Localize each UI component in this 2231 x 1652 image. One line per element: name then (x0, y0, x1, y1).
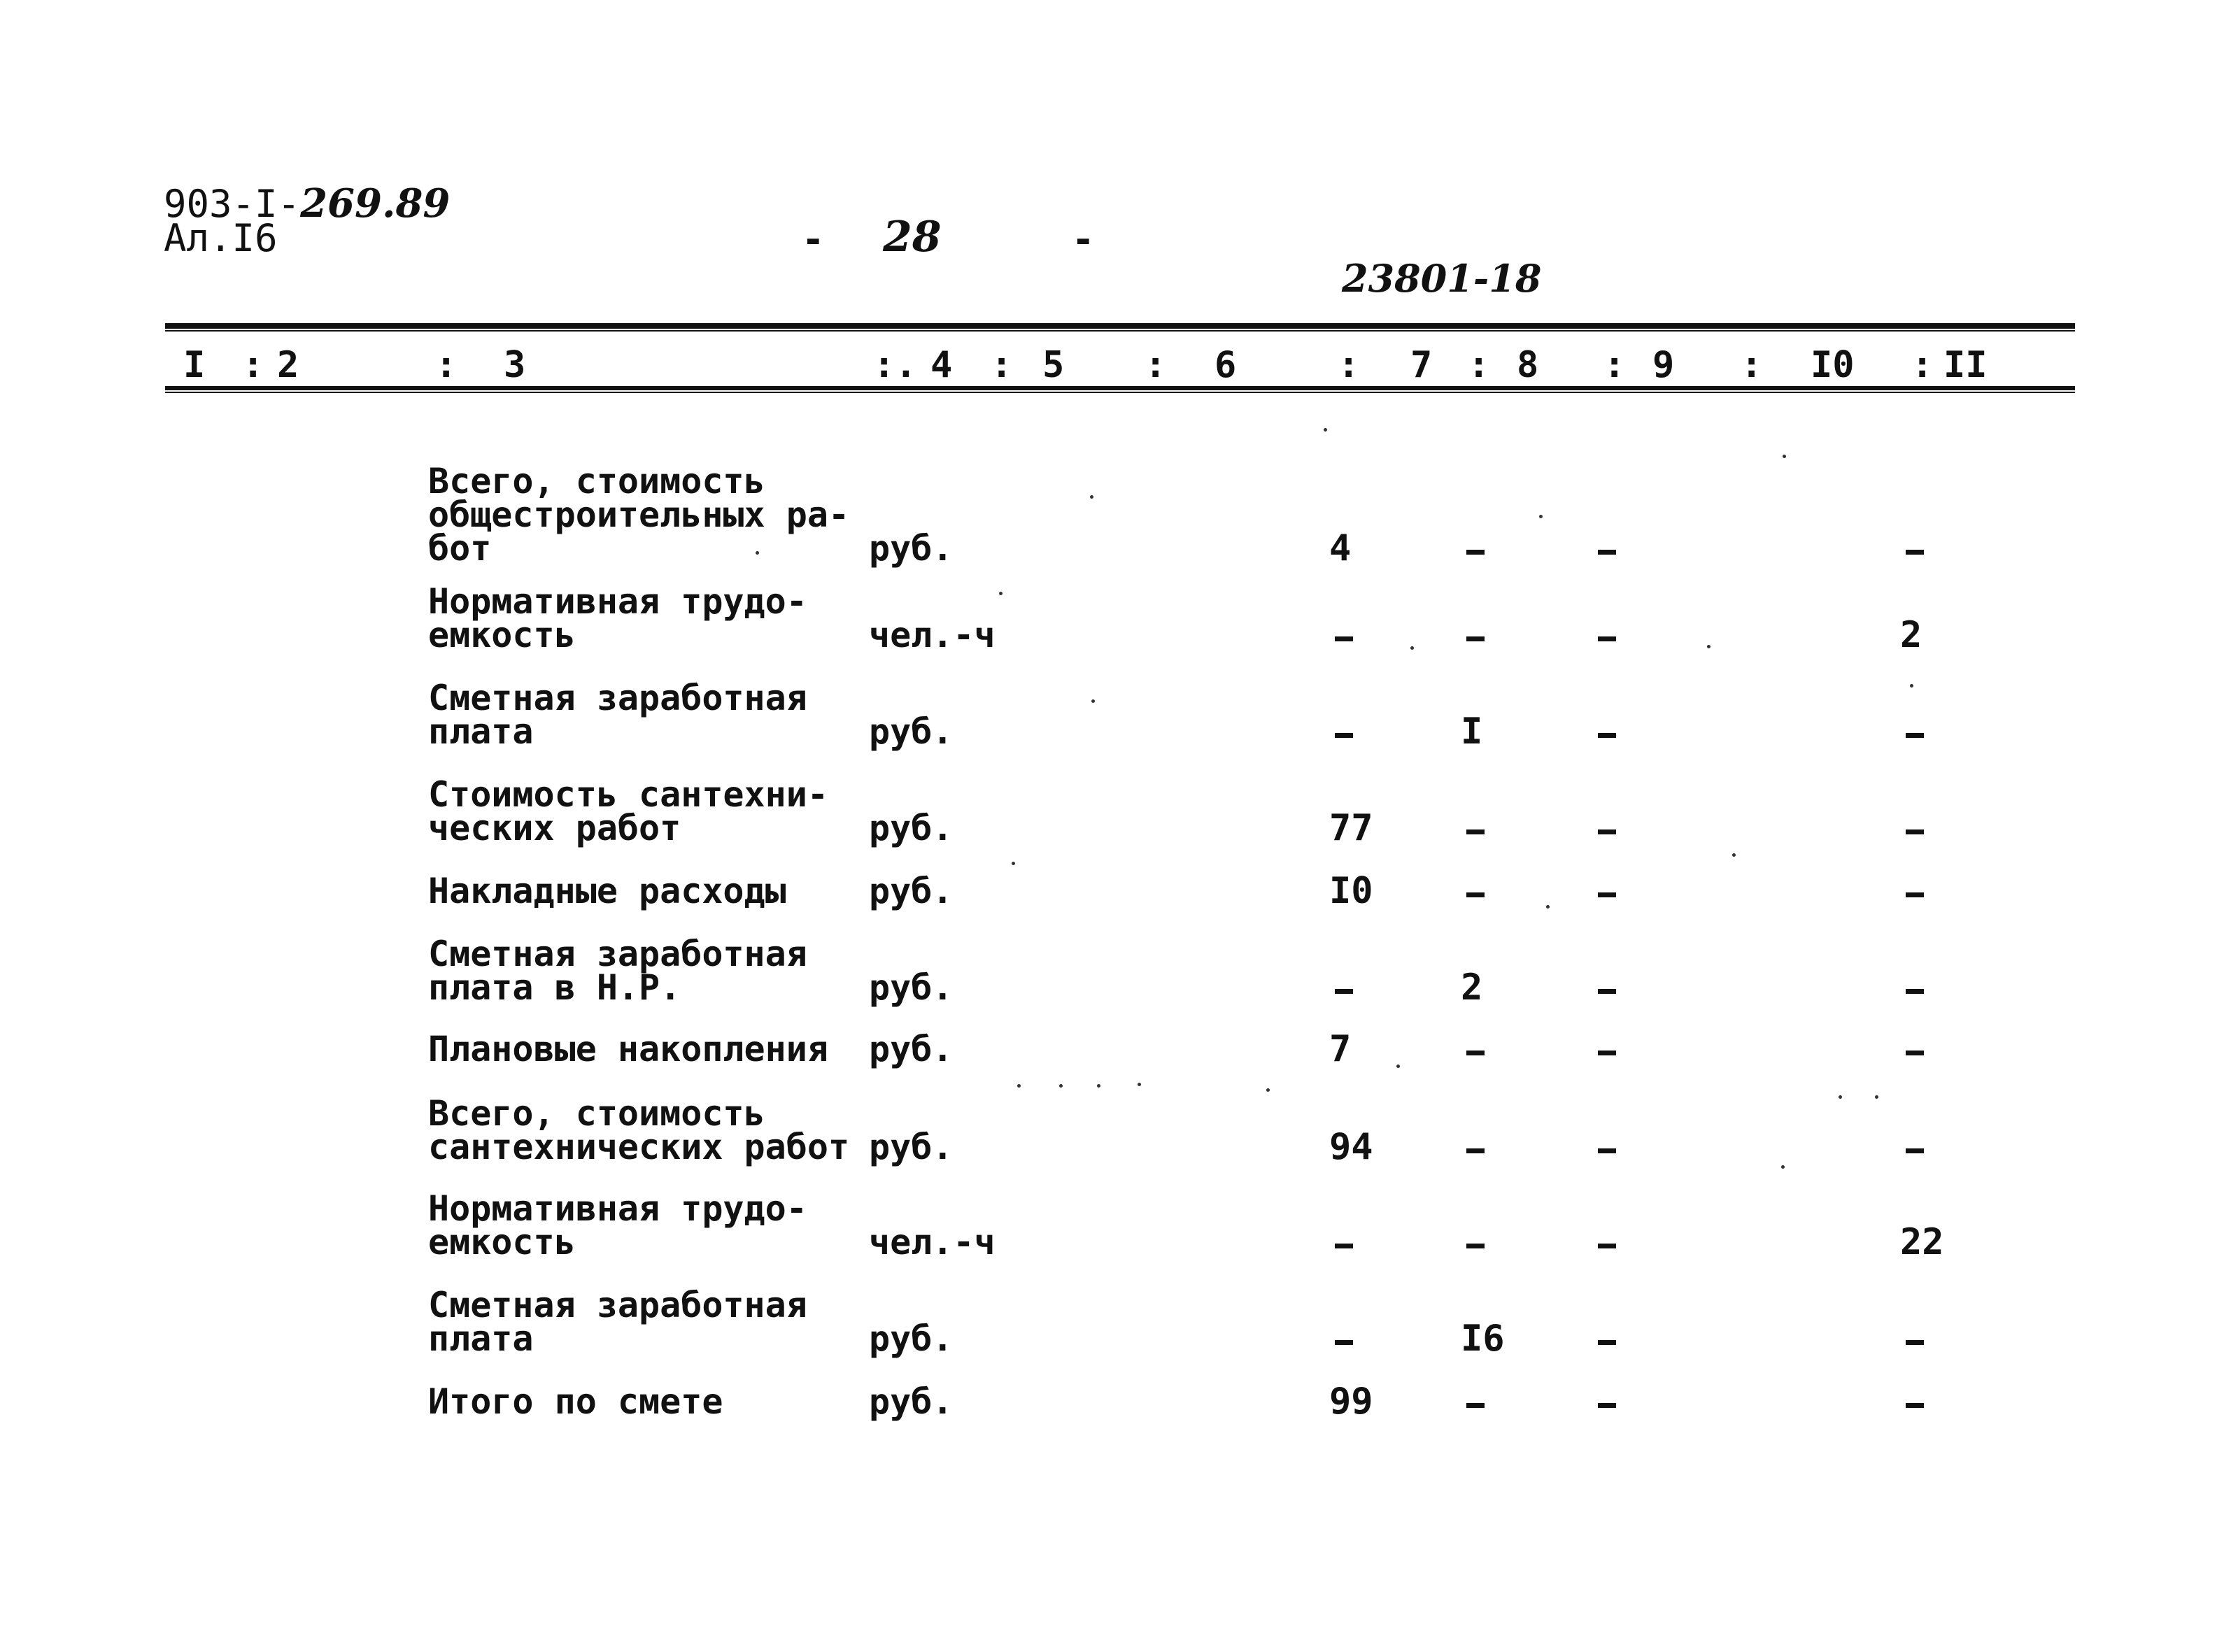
column-separator: : (991, 344, 1013, 386)
page-dash-right: - (1072, 218, 1095, 262)
row-col8-value: I6 (1461, 1318, 1505, 1360)
row-col7-dash (1335, 989, 1353, 994)
row-col11-dash (1906, 989, 1924, 994)
row-col9-dash (1598, 829, 1616, 834)
column-separator: : (1468, 344, 1490, 386)
row-col11-dash (1906, 1051, 1924, 1055)
row-name: Накладные расходы (428, 871, 786, 911)
row-col9-dash (1598, 1148, 1616, 1153)
column-number-4: 4 (930, 344, 953, 386)
row-unit: руб. (869, 528, 954, 569)
table-header-bottom-rule-thin (165, 392, 2075, 393)
row-col8-dash (1466, 1244, 1485, 1248)
row-col11-dash (1906, 1340, 1924, 1345)
row-col9-dash (1598, 989, 1616, 994)
column-number-6: 6 (1214, 344, 1237, 386)
column-number-10: I0 (1811, 344, 1855, 386)
table-top-rule-thick (165, 323, 2075, 329)
row-col9-dash (1598, 550, 1616, 555)
row-col7-dash (1335, 636, 1353, 641)
row-col7-value: 99 (1329, 1381, 1373, 1423)
row-col9-dash (1598, 733, 1616, 738)
row-col8-dash (1466, 829, 1485, 834)
row-col8-dash (1466, 1403, 1485, 1408)
column-number-11: II (1943, 344, 1988, 386)
row-col7-value: 77 (1329, 807, 1373, 849)
row-name: Сметная заработная плата (428, 1285, 807, 1359)
document-code-typed: 903-I- (164, 182, 301, 226)
stamp-number: 23801-18 (1342, 256, 1542, 301)
row-name: Плановые накопления (428, 1029, 828, 1069)
row-name: Нормативная трудо- емкость (428, 581, 807, 655)
row-col9-dash (1598, 1340, 1616, 1345)
document-code-handwritten: 269.89 (300, 180, 451, 227)
column-separator: : (1741, 344, 1763, 386)
album-label: Ал.I6 (164, 216, 278, 260)
column-separator: : (1603, 344, 1626, 386)
row-unit: руб. (869, 1381, 954, 1422)
row-col8-dash (1466, 892, 1485, 897)
row-name: Стоимость сантехни- ческих работ (428, 774, 828, 848)
row-col7-dash (1335, 1244, 1353, 1248)
column-separator: : (242, 344, 264, 386)
column-separator: :. (873, 344, 917, 386)
row-col11-value: 22 (1900, 1221, 1944, 1263)
row-col8-dash (1466, 636, 1485, 641)
row-col7-dash (1335, 1340, 1353, 1345)
row-name: Сметная заработная плата в Н.Р. (428, 934, 807, 1008)
row-unit: руб. (869, 1029, 954, 1069)
row-col7-value: 7 (1329, 1028, 1352, 1070)
column-separator: : (1911, 344, 1934, 386)
row-name: Итого по смете (428, 1381, 723, 1422)
row-col11-dash (1906, 1403, 1924, 1408)
table-header-bottom-rule (165, 386, 2075, 390)
column-number-9: 9 (1652, 344, 1675, 386)
row-col8-value: 2 (1461, 967, 1483, 1009)
column-separator: : (435, 344, 458, 386)
row-col8-value: I (1461, 711, 1483, 753)
row-unit: руб. (869, 711, 954, 752)
row-name: Сметная заработная плата (428, 678, 807, 752)
row-col9-dash (1598, 1051, 1616, 1055)
row-col11-dash (1906, 1148, 1924, 1153)
row-unit: руб. (869, 808, 954, 848)
row-unit: руб. (869, 871, 954, 911)
row-unit: чел.-ч (869, 615, 996, 655)
column-separator: : (1338, 344, 1360, 386)
row-col9-dash (1598, 1403, 1616, 1408)
row-col9-dash (1598, 636, 1616, 641)
row-unit: руб. (869, 1318, 954, 1359)
row-name: Нормативная трудо- емкость (428, 1188, 807, 1262)
row-col7-value: 4 (1329, 527, 1352, 569)
row-col8-dash (1466, 550, 1485, 555)
row-unit: руб. (869, 1127, 954, 1167)
row-unit: руб. (869, 967, 954, 1008)
row-unit: чел.-ч (869, 1222, 996, 1262)
row-col9-dash (1598, 892, 1616, 897)
table-top-rule-thin (165, 330, 2075, 332)
row-col11-value: 2 (1900, 614, 1922, 656)
column-number-1: I (183, 344, 206, 386)
row-col7-value: I0 (1329, 870, 1373, 912)
row-col9-dash (1598, 1244, 1616, 1248)
column-number-5: 5 (1042, 344, 1065, 386)
row-col7-value: 94 (1329, 1126, 1373, 1168)
row-name: Всего, стоимость общестроительных ра- бот (428, 461, 850, 569)
row-name: Всего, стоимость сантехнических работ (428, 1093, 850, 1167)
row-col11-dash (1906, 829, 1924, 834)
page-dash-left: - (802, 218, 825, 262)
row-col11-dash (1906, 550, 1924, 555)
row-col8-dash (1466, 1148, 1485, 1153)
column-number-2: 2 (277, 344, 299, 386)
column-number-3: 3 (504, 344, 526, 386)
row-col8-dash (1466, 1051, 1485, 1055)
row-col7-dash (1335, 733, 1353, 738)
column-number-8: 8 (1517, 344, 1539, 386)
row-col11-dash (1906, 892, 1924, 897)
column-number-7: 7 (1410, 344, 1433, 386)
page-number: 28 (883, 213, 942, 262)
row-col11-dash (1906, 733, 1924, 738)
column-separator: : (1145, 344, 1167, 386)
